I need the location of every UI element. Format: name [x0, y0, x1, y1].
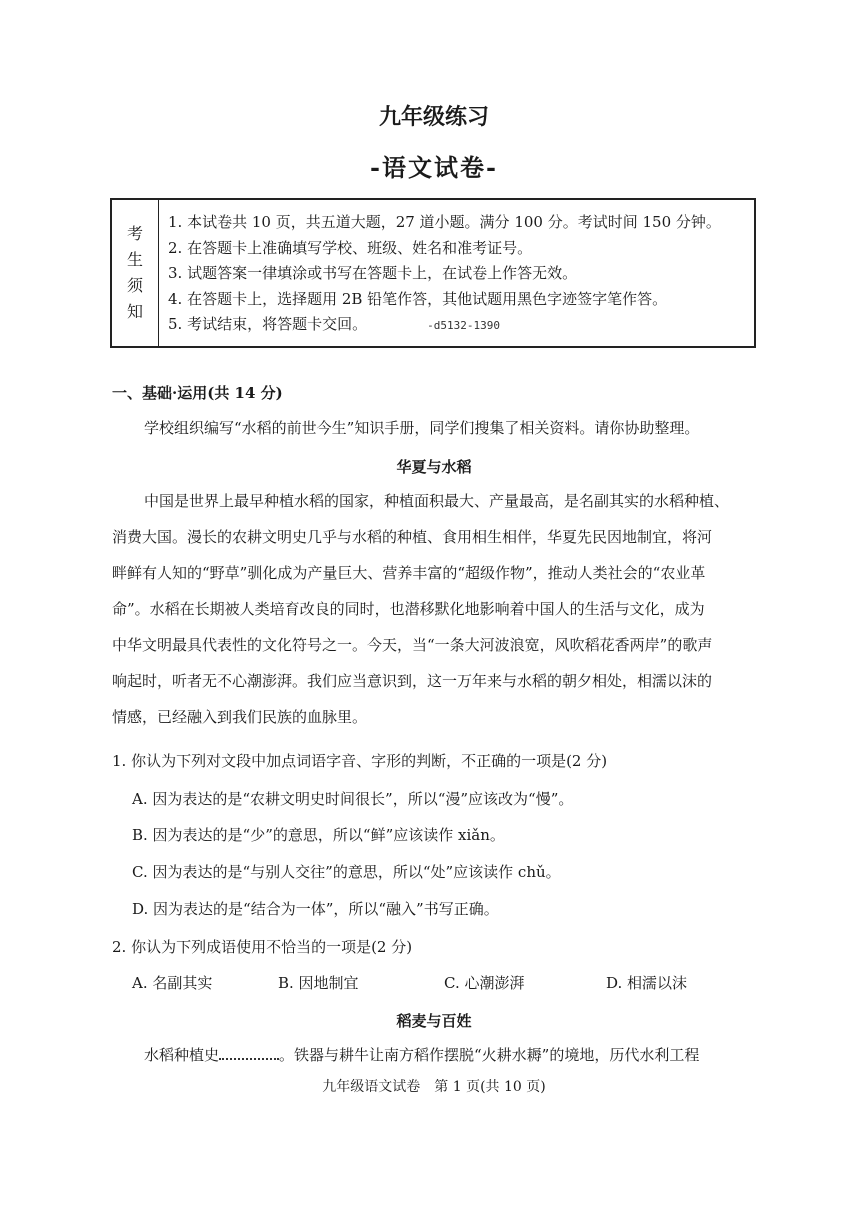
q1-option-d: D. 因为表达的是“结合为一体”，所以“融入”书写正确。	[132, 900, 499, 918]
q2-option-d: D. 相濡以沫	[606, 974, 688, 992]
notice-label-char: 知	[126, 302, 143, 321]
question-1-stem: 1. 你认为下列对文段中加点词语字音、字形的判断，不正确的一项是(2 分)	[112, 752, 608, 770]
passage-line: 响起时，听者无不心潮澎湃。我们应当意识到，这一万年来与水稻的朝夕相处，相濡以沫的	[112, 672, 713, 690]
passage-line: 消费大国。漫长的农耕文明史几乎与水稻的种植、食用相生相伴，华夏先民因地制宜，将河	[112, 528, 713, 546]
notice-label-char: 考	[126, 224, 143, 243]
passage-line: 中华文明最具代表性的文化符号之一。今天，当“一条大河波浪宽，风吹稻花香两岸”的歌声	[112, 636, 713, 654]
passage-subtitle: 华夏与水稻	[396, 458, 472, 476]
q1-option-c: C. 因为表达的是“与别人交往”的意思，所以“处”应该读作 chǔ。	[132, 863, 561, 881]
handwritten-note: -d5132-1390	[427, 319, 500, 332]
section-heading: 一、基础·运用(共 14 分)	[112, 384, 283, 402]
exam-subject: -语文试卷-	[370, 153, 498, 182]
passage-line: 情感，已经融入到我们民族的血脉里。	[112, 708, 368, 726]
q1-option-b: B. 因为表达的是“少”的意思，所以“鲜”应该读作 xiǎn。	[132, 826, 505, 844]
notice-label-char: 生	[126, 250, 143, 269]
passage2-line	[144, 1044, 699, 1065]
notice-item-text: 5. 考试结束，将答题卡交回。	[168, 315, 368, 333]
section-intro: 学校组织编写“水稻的前世今生”知识手册，同学们搜集了相关资料。请你协助整理。	[144, 419, 700, 437]
q1-option-a: A. 因为表达的是“农耕文明史时间很长”，所以“漫”应该改为“慢”。	[132, 790, 574, 808]
notice-item: 3. 试题答案一律填涂或书写在答题卡上，在试卷上作答无效。	[168, 264, 578, 282]
notice-list	[168, 210, 721, 339]
q2-option-c: C. 心潮澎湃	[444, 974, 525, 992]
page-footer: 九年级语文试卷 第 1 页(共 10 页)	[322, 1079, 546, 1095]
q2-option-a: A. 名副其实	[132, 974, 213, 992]
passage2-subtitle: 稻麦与百姓	[396, 1012, 472, 1030]
notice-label	[112, 200, 159, 346]
notice-item: 2. 在答题卡上准确填写学校、班级、姓名和准考证号。	[168, 238, 533, 257]
notice-item: 1. 本试卷共 10 页，共五道大题，27 道小题。满分 100 分。考试时间 150 分钟。	[168, 213, 721, 231]
question-2-stem: 2. 你认为下列成语使用不恰当的一项是(2 分)	[112, 938, 413, 956]
passage-line: 畔鲜有人知的“野草”驯化成为产量巨大、营养丰富的“超级作物”，推动人类社会的“农业革	[112, 564, 706, 582]
passage-line: 命”。水稻在长期被人类培育改良的同时，也潜移默化地影响着中国人的生活与文化，成为	[112, 600, 705, 618]
passage2-start: 水稻种植史	[144, 1046, 220, 1064]
passage2-rest: 。铁器与耕牛让南方稻作摆脱“火耕水耨”的境地，历代水利工程	[279, 1046, 700, 1064]
notice-label-char: 须	[126, 276, 143, 295]
exam-title: 九年级练习	[378, 104, 489, 130]
answer-blank	[219, 1046, 279, 1060]
notice-item	[168, 312, 721, 339]
q2-option-b: B. 因地制宜	[278, 974, 359, 992]
notice-item: 4. 在答题卡上，选择题用 2B 铅笔作答，其他试题用黑色字迹签字笔作答。	[168, 289, 668, 308]
passage-line: 中国是世界上最早种植水稻的国家，种植面积最大、产量最高，是名副其实的水稻种植、	[144, 492, 730, 510]
notice-box	[110, 198, 756, 348]
